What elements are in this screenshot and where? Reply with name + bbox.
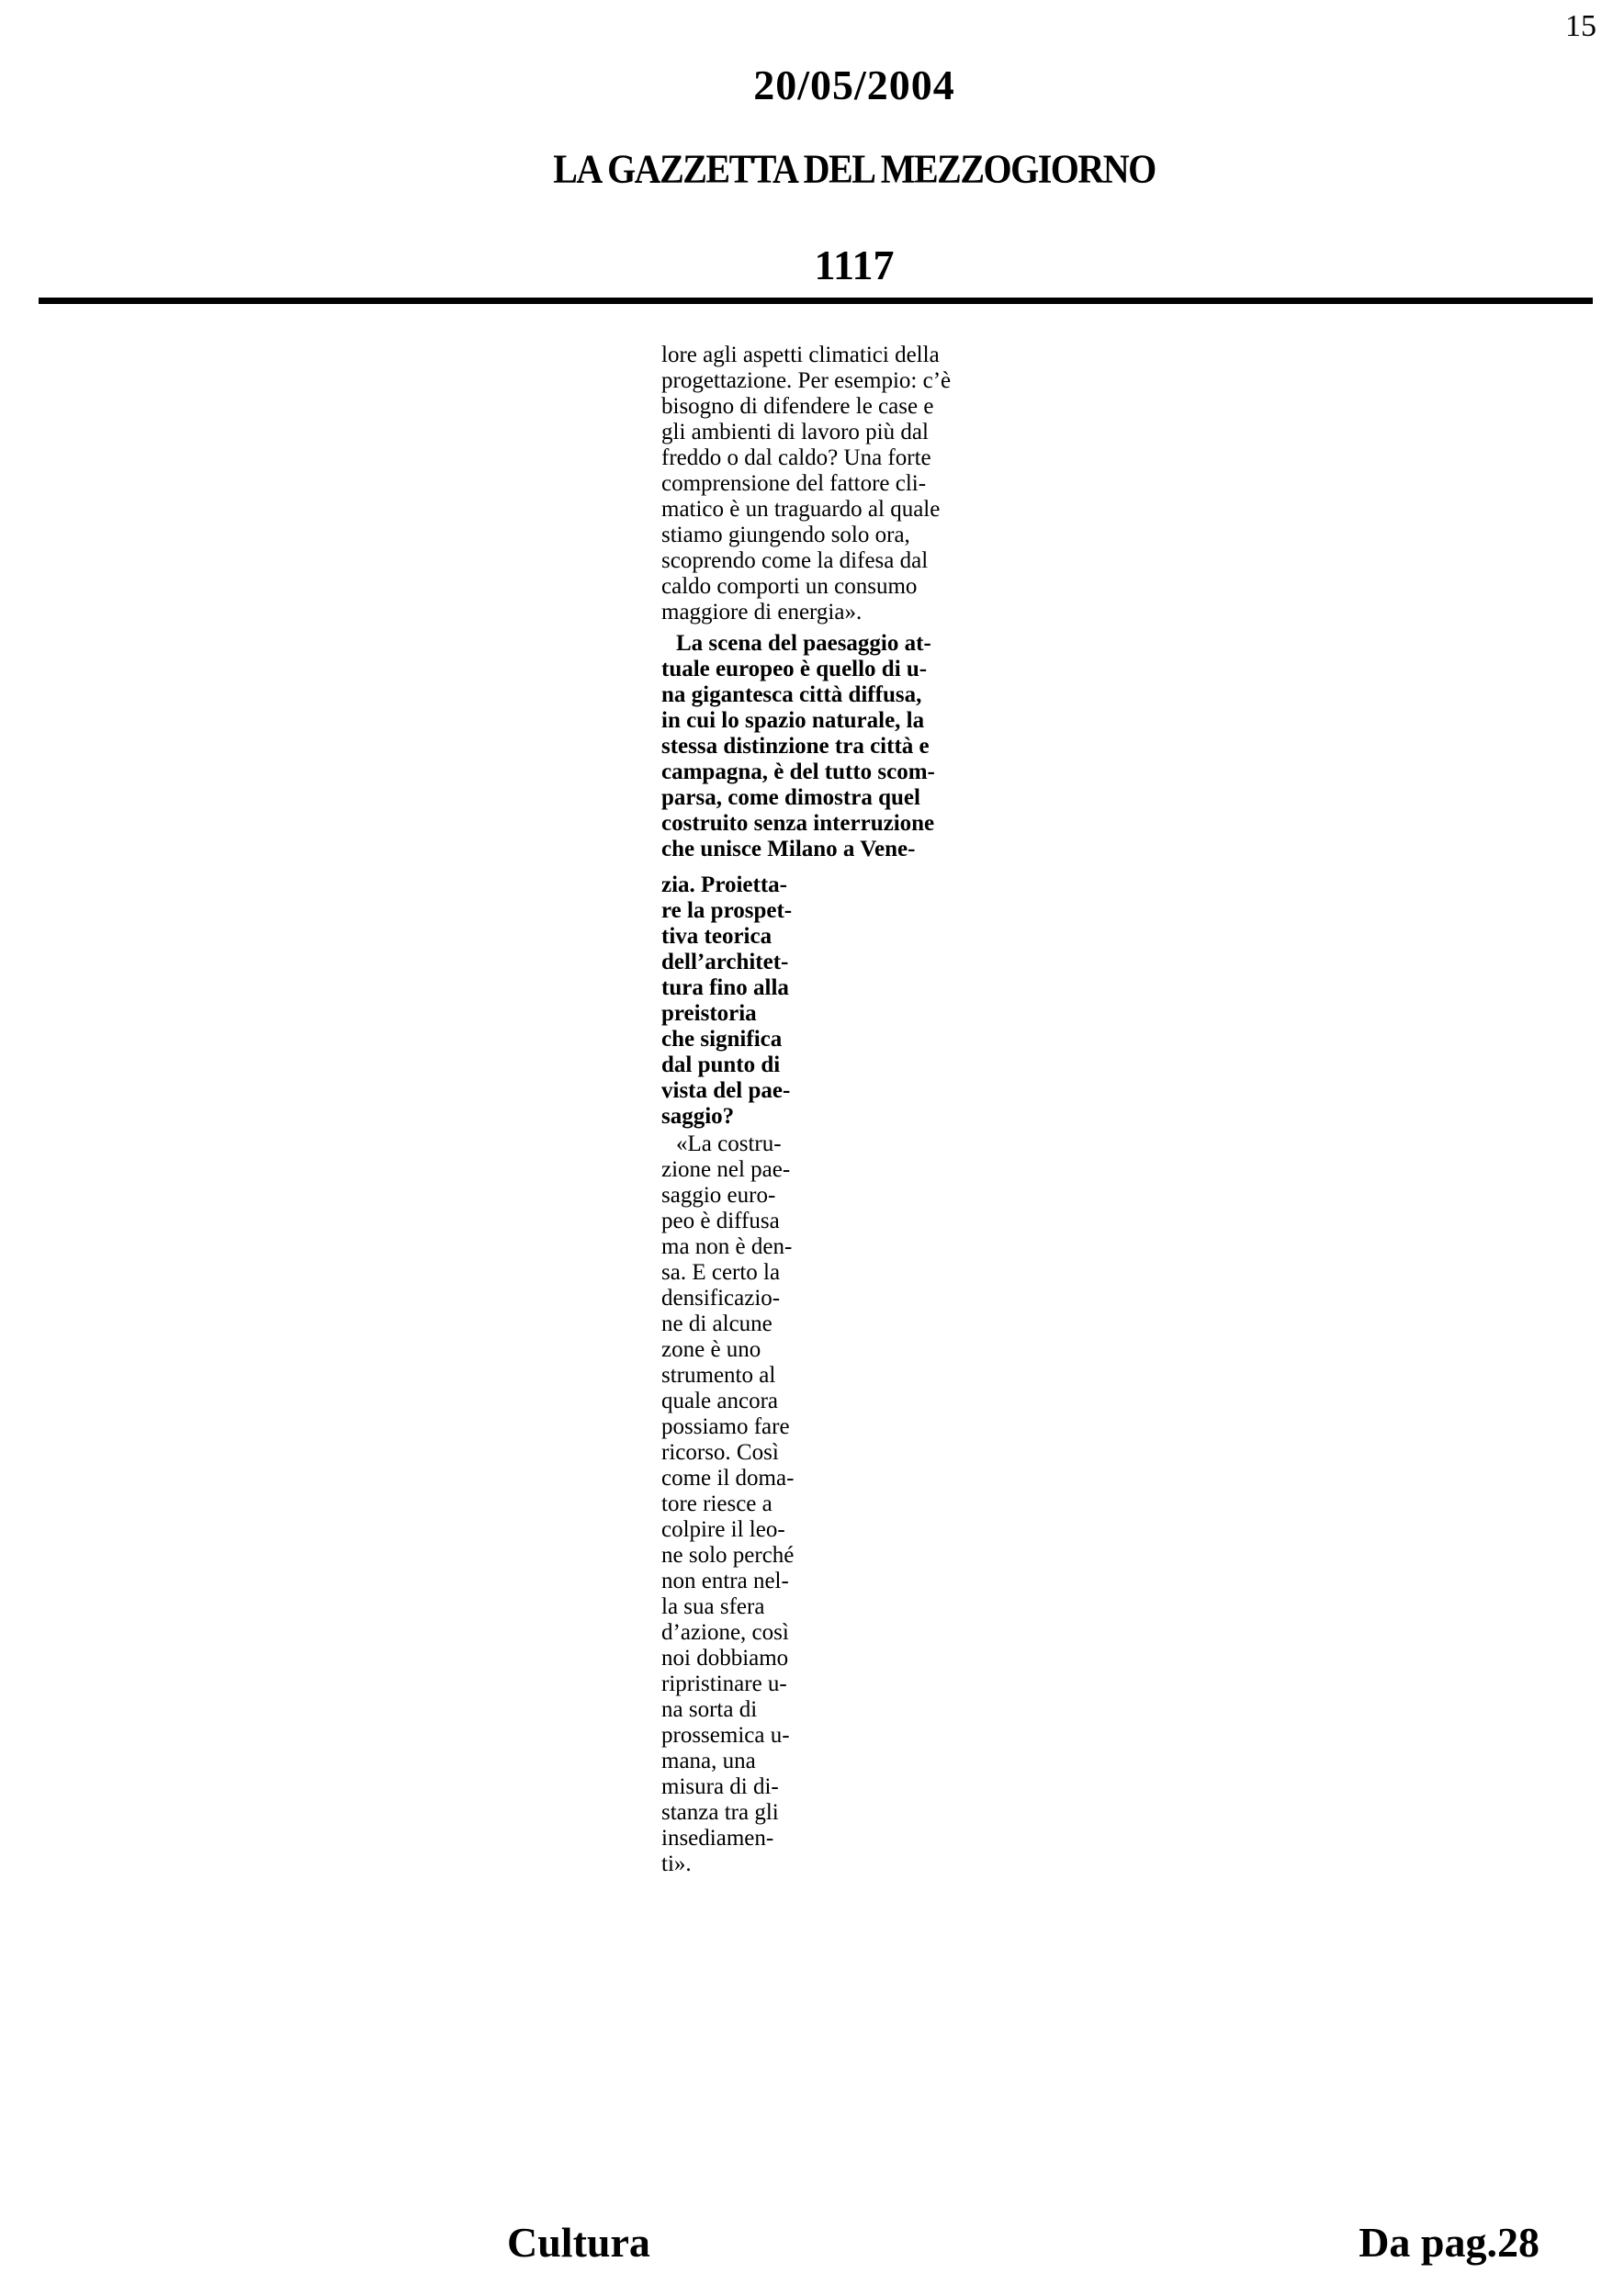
issue-number: 1117 [814, 242, 895, 288]
article-paragraph-2: «La costru- zione nel pae- saggio euro- peo è diffusa ma non è den- sa. E certo la densificazio- ne di alcune zone è uno strumento al quale ancora possiamo fare ricorso. Così come il doma- tore riesce a colpire il leo- ne solo perché non entra nel- la sua sfera d’azione, così noi dobbiamo ripristinare u- na sorta di prossemica u- mana, una misura di di- stanza tra gli insediamen- ti». [661, 1131, 795, 1876]
article-paragraph-1: lore agli aspetti climatici della progettazione. Per esempio: c’è bisogno di difendere le case e gli ambienti di lavoro più dal freddo o dal caldo? Una forte comprensione del fattore cli- matico è un traguardo al quale stiamo giungendo solo ora, scoprendo come la difesa dal caldo comporti un consumo maggiore di energia». [661, 343, 952, 625]
section-label: Cultura [507, 2219, 650, 2266]
article-question-2: zia. Proietta- re la prospet- tiva teorica dell’architet- tura fino alla preistoria che significa dal punto di vista del pae- saggio? [661, 872, 793, 1129]
source-page: Da pag.28 [1359, 2219, 1539, 2266]
page-number: 15 [1565, 9, 1596, 43]
article-date: 20/05/2004 [753, 62, 955, 108]
newspaper-masthead: LA GAZZETTA DEL MEZZOGIORNO [553, 145, 1156, 192]
header-divider [39, 298, 1593, 304]
article-question-1: La scena del paesaggio at- tuale europeo è quello di u- na gigantesca città diffusa, in cui lo spazio naturale, la stessa distinzione tra città e campagna, è del tutto scom- parsa, come dimostra quel costruito senza interruzione che unisce Milano a Vene- [661, 631, 935, 861]
